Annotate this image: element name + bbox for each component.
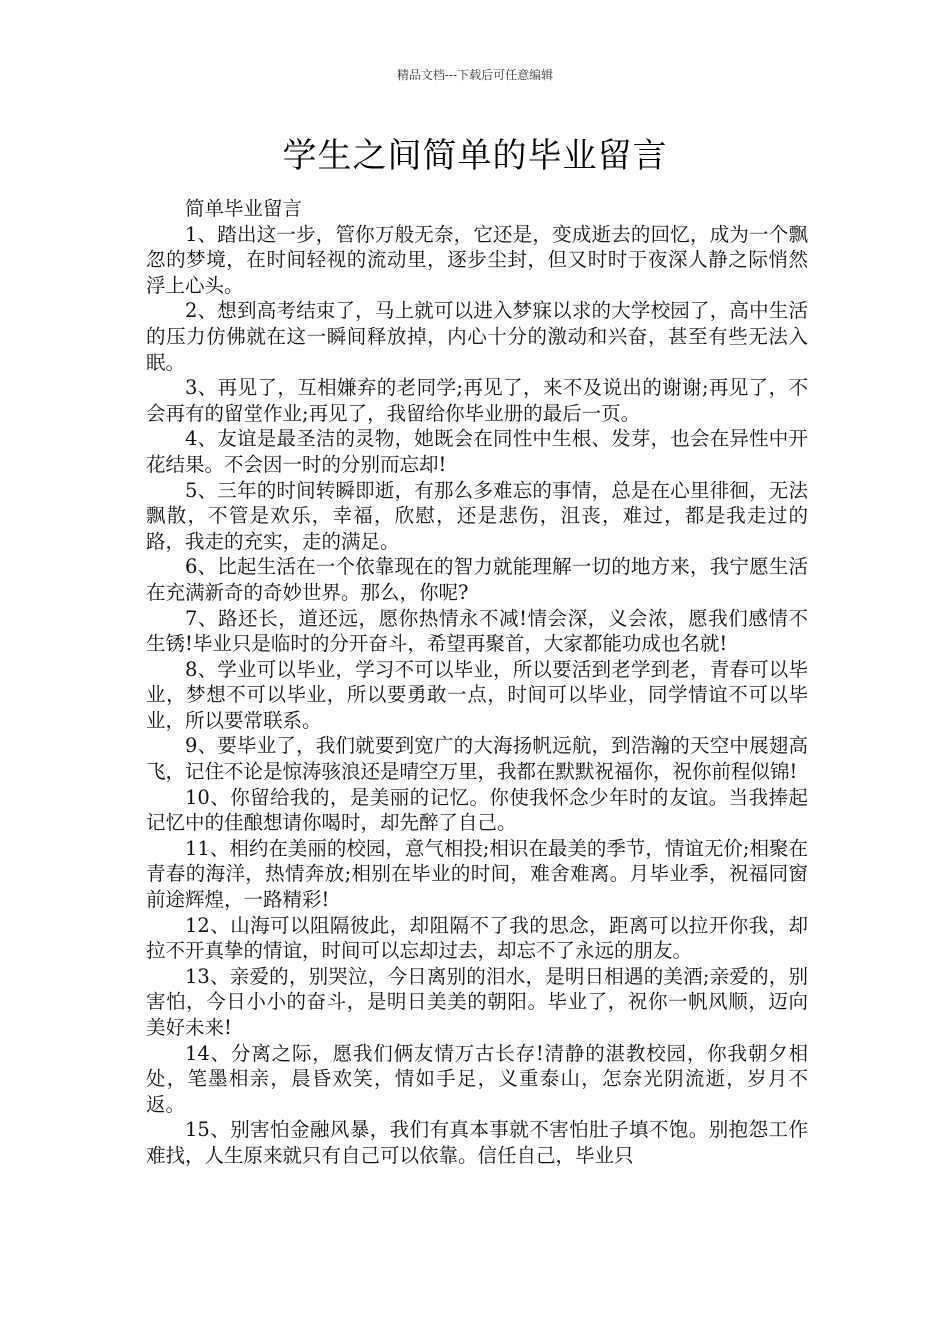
paragraph-6: 6、比起生活在一个依靠现在的智力就能理解一切的地方来，我宁愿生活在充满新奇的奇妙世界。那么，你呢? bbox=[146, 555, 808, 604]
paragraph-15: 15、别害怕金融风暴，我们有真本事就不害怕肚子填不饱。别抱怨工作难找，人生原来就只有自己可以依靠。信任自己，毕业只 bbox=[146, 1118, 808, 1167]
paragraph-14: 14、分离之际，愿我们俩友情万古长存!清静的湛教校园，你我朝夕相处，笔墨相亲，晨昏欢笑，情如手足，义重泰山，怎奈光阴流逝，岁月不返。 bbox=[146, 1041, 808, 1116]
paragraph-9: 9、要毕业了，我们就要到宽广的大海扬帆远航，到浩瀚的天空中展翅高飞，记住不论是惊涛骇浪还是晴空万里，我都在默默祝福你，祝你前程似锦! bbox=[146, 734, 808, 784]
paragraph-3: 3、再见了，互相嫌弃的老同学;再见了，来不及说出的谢谢;再见了，不会再有的留堂作业;再见了，我留给你毕业册的最后一页。 bbox=[146, 376, 808, 425]
paragraph-13: 13、亲爱的，别哭泣，今日离别的泪水，是明日相遇的美酒;亲爱的，别害怕，今日小小的奋斗，是明日美美的朝阳。毕业了，祝你一帆风顺，迈向美好未来! bbox=[146, 964, 808, 1039]
paragraph-10: 10、你留给我的，是美丽的记忆。你使我怀念少年时的友谊。当我捧起记忆中的佳酿想请你喝时，却先醉了自己。 bbox=[146, 785, 808, 835]
paragraph-2: 2、想到高考结束了，马上就可以进入梦寐以求的大学校园了，高中生活的压力仿佛就在这一瞬间释放掉，内心十分的激动和兴奋，甚至有些无法入眠。 bbox=[146, 299, 808, 374]
page-header: 精品文档---下载后可任意编辑 bbox=[396, 68, 554, 82]
section-subtitle: 简单毕业留言 bbox=[185, 197, 303, 220]
paragraph-11: 11、相约在美丽的校园，意气相投;相识在最美的季节，情谊无价;相聚在青春的海洋，热情奔放;相别在毕业的时间，难舍难离。月毕业季，祝福同窗前途辉煌，一路精彩! bbox=[146, 836, 808, 912]
paragraph-12: 12、山海可以阻隔彼此，却阻隔不了我的思念，距离可以拉开你我，却拉不开真挚的情谊，时间可以忘却过去，却忘不了永远的朋友。 bbox=[146, 913, 808, 963]
paragraph-4: 4、友谊是最圣洁的灵物，她既会在同性中生根、发芽，也会在异性中开花结果。不会因一时的分别而忘却! bbox=[146, 427, 808, 476]
paragraph-5: 5、三年的时间转瞬即逝，有那么多难忘的事情，总是在心里徘徊，无法飘散，不管是欢乐，幸福，欣慰，还是悲伤，沮丧，难过，都是我走过的路，我走的充实，走的满足。 bbox=[146, 478, 808, 553]
document-body bbox=[146, 196, 808, 1169]
paragraph-7: 7、路还长，道还远，愿你热情永不减!情会深，义会浓，愿我们感情不生锈!毕业只是临时的分开奋斗，希望再聚首，大家都能功成也名就! bbox=[146, 606, 808, 656]
paragraph-1: 1、踏出这一步，管你万般无奈，它还是，变成逝去的回忆，成为一个飘忽的梦境，在时间轻视的流动里，逐步尘封，但又时时于夜深人静之际悄然浮上心头。 bbox=[146, 222, 808, 297]
document-title: 学生之间简单的毕业留言 bbox=[282, 136, 668, 176]
paragraph-8: 8、学业可以毕业，学习不可以毕业，所以要活到老学到老，青春可以毕业，梦想不可以毕业，所以要勇敢一点，时间可以毕业，同学情谊不可以毕业，所以要常联系。 bbox=[146, 657, 808, 732]
